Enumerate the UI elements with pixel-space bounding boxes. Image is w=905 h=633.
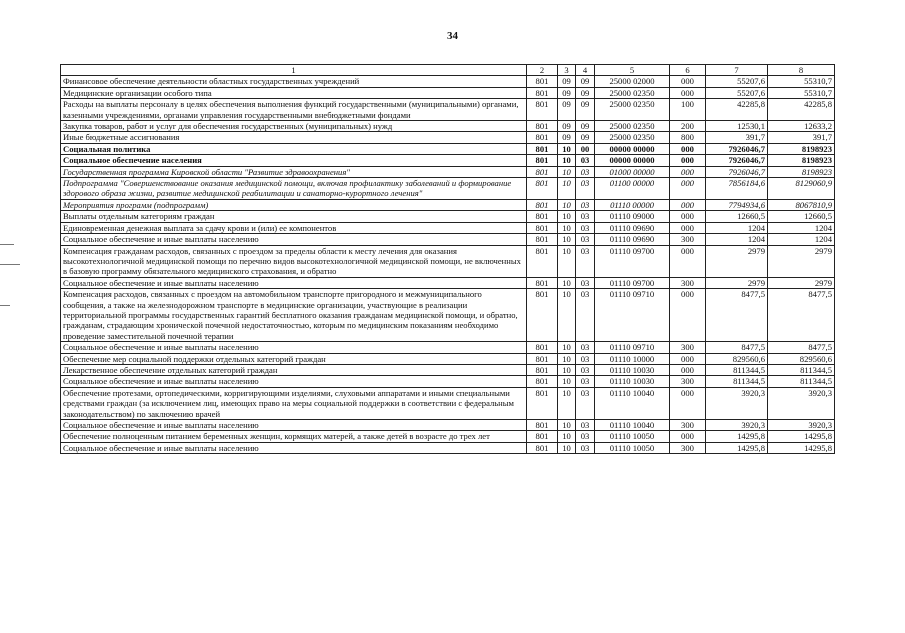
- amount-year-2: 8198923: [768, 155, 835, 166]
- table-row: [61, 342, 835, 353]
- section-code: 10: [558, 211, 576, 222]
- table-row: [61, 289, 835, 342]
- amount-year-2: 829560,6: [768, 353, 835, 364]
- admin-code: 801: [527, 420, 558, 431]
- column-header: 5: [595, 65, 670, 76]
- row-description: Выплаты отдельным категориям граждан: [61, 211, 527, 222]
- section-code: 10: [558, 431, 576, 442]
- target-article-code: 01110 09700: [595, 245, 670, 277]
- admin-code: 801: [527, 442, 558, 453]
- table-body: [61, 76, 835, 454]
- admin-code: 801: [527, 222, 558, 233]
- amount-year-1: 1204: [706, 222, 768, 233]
- admin-code: 801: [527, 211, 558, 222]
- subsection-code: 03: [576, 222, 595, 233]
- admin-code: 801: [527, 245, 558, 277]
- admin-code: 801: [527, 431, 558, 442]
- amount-year-1: 8477,5: [706, 342, 768, 353]
- amount-year-2: 2979: [768, 277, 835, 288]
- table-row: [61, 87, 835, 98]
- amount-year-1: 7856184,6: [706, 178, 768, 200]
- table-row: [61, 376, 835, 387]
- subsection-code: 03: [576, 277, 595, 288]
- expense-type-code: 300: [670, 277, 706, 288]
- row-description: Подпрограмма "Совершенствование оказания медицинской помощи, включая профилактику заболеваний и формирование здорового образа жизни, развитие медицинской реабилитации и санаторно-курортного лечения": [61, 178, 527, 200]
- section-code: 10: [558, 376, 576, 387]
- target-article-code: 25000 02350: [595, 132, 670, 143]
- subsection-code: 03: [576, 387, 595, 419]
- admin-code: 801: [527, 166, 558, 177]
- subsection-code: 09: [576, 132, 595, 143]
- target-article-code: 25000 02000: [595, 76, 670, 87]
- column-header: 8: [768, 65, 835, 76]
- expense-type-code: 000: [670, 364, 706, 375]
- expense-type-code: 300: [670, 234, 706, 245]
- table-row: [61, 155, 835, 166]
- target-article-code: 01110 09690: [595, 234, 670, 245]
- expense-type-code: 300: [670, 442, 706, 453]
- row-description: Государственная программа Кировской области "Развитие здравоохранения": [61, 166, 527, 177]
- subsection-code: 03: [576, 245, 595, 277]
- page-number: 34: [447, 30, 458, 42]
- subsection-code: 09: [576, 99, 595, 121]
- section-code: 10: [558, 277, 576, 288]
- row-description: Финансовое обеспечение деятельности областных государственных учреждений: [61, 76, 527, 87]
- row-description: Социальное обеспечение и иные выплаты населению: [61, 376, 527, 387]
- amount-year-2: 2979: [768, 245, 835, 277]
- amount-year-2: 3920,3: [768, 420, 835, 431]
- row-description: Компенсация расходов, связанных с проездом на автомобильном транспорте пригородного и межмуниципального сообщения, а также на железнодорожном транспорте в медицинские организации, участвующие в реализации территориальной программы государственных гарантий бесплатного оказания гражданам медицинской помощи, и обратно, гражданам, страдающим хронической почечной недостаточностью, которым по медицинским показаниям необходимо проведение заместительной почечной терапии: [61, 289, 527, 342]
- target-article-code: 01110 09700: [595, 277, 670, 288]
- row-description: Расходы на выплаты персоналу в целях обеспечения выполнения функций государственными (муниципальными) органами, казенными учреждениями, органами управления государственными внебюджетными фондами: [61, 99, 527, 121]
- table-row: [61, 121, 835, 132]
- amount-year-1: 2979: [706, 277, 768, 288]
- column-header: 4: [576, 65, 595, 76]
- amount-year-2: 12633,2: [768, 121, 835, 132]
- target-article-code: 00000 00000: [595, 143, 670, 154]
- row-description: Медицинские организации особого типа: [61, 87, 527, 98]
- expense-type-code: 000: [670, 178, 706, 200]
- table-row: [61, 234, 835, 245]
- column-header: 3: [558, 65, 576, 76]
- subsection-code: 03: [576, 342, 595, 353]
- table-row: [61, 222, 835, 233]
- table-row: [61, 442, 835, 453]
- row-description: Обеспечение полноценным питанием беременных женщин, кормящих матерей, а также детей в возрасте до трех лет: [61, 431, 527, 442]
- section-code: 10: [558, 178, 576, 200]
- expense-type-code: 000: [670, 87, 706, 98]
- subsection-code: 09: [576, 87, 595, 98]
- target-article-code: 25000 02350: [595, 99, 670, 121]
- amount-year-1: 14295,8: [706, 442, 768, 453]
- admin-code: 801: [527, 76, 558, 87]
- section-code: 10: [558, 289, 576, 342]
- amount-year-1: 8477,5: [706, 289, 768, 342]
- table-row: [61, 245, 835, 277]
- expense-type-code: 000: [670, 353, 706, 364]
- row-description: Обеспечение протезами, ортопедическими, корригирующими изделиями, слуховыми аппаратами и иными специальными средствами граждан (за исключением лиц, имеющих право на меры социальной поддержки в соответствии с федеральным законодательством) по заключению врачей: [61, 387, 527, 419]
- subsection-code: 03: [576, 234, 595, 245]
- section-code: 10: [558, 364, 576, 375]
- table-row: [61, 166, 835, 177]
- target-article-code: 01110 09710: [595, 289, 670, 342]
- amount-year-1: 7794934,6: [706, 199, 768, 210]
- subsection-code: 03: [576, 289, 595, 342]
- expense-type-code: 000: [670, 166, 706, 177]
- section-code: 10: [558, 199, 576, 210]
- column-header: 7: [706, 65, 768, 76]
- subsection-code: 03: [576, 364, 595, 375]
- target-article-code: 01110 10030: [595, 364, 670, 375]
- admin-code: 801: [527, 199, 558, 210]
- admin-code: 801: [527, 143, 558, 154]
- row-description: Социальное обеспечение населения: [61, 155, 527, 166]
- subsection-code: 03: [576, 376, 595, 387]
- table-row: [61, 387, 835, 419]
- amount-year-2: 42285,8: [768, 99, 835, 121]
- target-article-code: 01110 10040: [595, 420, 670, 431]
- margin-mark: [0, 305, 10, 306]
- subsection-code: 03: [576, 211, 595, 222]
- expense-type-code: 000: [670, 155, 706, 166]
- subsection-code: 09: [576, 121, 595, 132]
- admin-code: 801: [527, 234, 558, 245]
- amount-year-2: 8067810,9: [768, 199, 835, 210]
- amount-year-2: 14295,8: [768, 442, 835, 453]
- amount-year-1: 3920,3: [706, 420, 768, 431]
- amount-year-2: 8477,5: [768, 289, 835, 342]
- column-header: 2: [527, 65, 558, 76]
- amount-year-2: 55310,7: [768, 87, 835, 98]
- section-code: 10: [558, 342, 576, 353]
- table-row: [61, 277, 835, 288]
- row-description: Социальное обеспечение и иные выплаты населению: [61, 277, 527, 288]
- expense-type-code: 000: [670, 211, 706, 222]
- amount-year-2: 391,7: [768, 132, 835, 143]
- expense-type-code: 000: [670, 431, 706, 442]
- target-article-code: 01110 10050: [595, 442, 670, 453]
- subsection-code: 03: [576, 155, 595, 166]
- target-article-code: 01100 00000: [595, 178, 670, 200]
- row-description: Компенсация гражданам расходов, связанных с проездом за пределы области к месту лечения для оказания высокотехнологичной медицинской помощи по перечню видов высокотехнологичной медицинской помощи, не включенных в базовую программу обязательного медицинского страхования, и обратно: [61, 245, 527, 277]
- table-row: [61, 132, 835, 143]
- expense-type-code: 300: [670, 342, 706, 353]
- subsection-code: 03: [576, 178, 595, 200]
- target-article-code: 25000 02350: [595, 121, 670, 132]
- section-code: 10: [558, 353, 576, 364]
- expense-type-code: 000: [670, 199, 706, 210]
- row-description: Мероприятия программ (подпрограмм): [61, 199, 527, 210]
- target-article-code: 01110 10040: [595, 387, 670, 419]
- target-article-code: 01110 09000: [595, 211, 670, 222]
- row-description: Иные бюджетные ассигнования: [61, 132, 527, 143]
- admin-code: 801: [527, 353, 558, 364]
- expense-type-code: 000: [670, 143, 706, 154]
- target-article-code: 01110 09710: [595, 342, 670, 353]
- subsection-code: 03: [576, 420, 595, 431]
- amount-year-2: 1204: [768, 234, 835, 245]
- amount-year-1: 1204: [706, 234, 768, 245]
- amount-year-2: 12660,5: [768, 211, 835, 222]
- target-article-code: 01110 09690: [595, 222, 670, 233]
- admin-code: 801: [527, 364, 558, 375]
- amount-year-1: 7926046,7: [706, 166, 768, 177]
- amount-year-2: 1204: [768, 222, 835, 233]
- amount-year-1: 55207,6: [706, 87, 768, 98]
- amount-year-1: 391,7: [706, 132, 768, 143]
- expense-type-code: 000: [670, 76, 706, 87]
- row-description: Единовременная денежная выплата за сдачу крови и (или) ее компонентов: [61, 222, 527, 233]
- admin-code: 801: [527, 178, 558, 200]
- amount-year-2: 3920,3: [768, 387, 835, 419]
- amount-year-2: 14295,8: [768, 431, 835, 442]
- row-description: Социальное обеспечение и иные выплаты населению: [61, 342, 527, 353]
- header-row: [61, 65, 835, 76]
- row-description: Закупка товаров, работ и услуг для обеспечения государственных (муниципальных) нужд: [61, 121, 527, 132]
- amount-year-1: 7926046,7: [706, 155, 768, 166]
- section-code: 10: [558, 155, 576, 166]
- amount-year-2: 8477,5: [768, 342, 835, 353]
- admin-code: 801: [527, 342, 558, 353]
- table-row: [61, 76, 835, 87]
- column-header: 6: [670, 65, 706, 76]
- section-code: 09: [558, 76, 576, 87]
- section-code: 09: [558, 121, 576, 132]
- amount-year-1: 2979: [706, 245, 768, 277]
- admin-code: 801: [527, 132, 558, 143]
- amount-year-2: 55310,7: [768, 76, 835, 87]
- row-description: Социальное обеспечение и иные выплаты населению: [61, 420, 527, 431]
- target-article-code: 01110 00000: [595, 199, 670, 210]
- admin-code: 801: [527, 99, 558, 121]
- amount-year-1: 3920,3: [706, 387, 768, 419]
- amount-year-1: 829560,6: [706, 353, 768, 364]
- row-description: Социальное обеспечение и иные выплаты населению: [61, 234, 527, 245]
- subsection-code: 03: [576, 166, 595, 177]
- section-code: 09: [558, 99, 576, 121]
- expense-type-code: 800: [670, 132, 706, 143]
- admin-code: 801: [527, 155, 558, 166]
- amount-year-1: 12660,5: [706, 211, 768, 222]
- target-article-code: 00000 00000: [595, 155, 670, 166]
- column-header: 1: [61, 65, 527, 76]
- table-row: [61, 199, 835, 210]
- row-description: Обеспечение мер социальной поддержки отдельных категорий граждан: [61, 353, 527, 364]
- expense-type-code: 100: [670, 99, 706, 121]
- section-code: 10: [558, 143, 576, 154]
- amount-year-2: 811344,5: [768, 364, 835, 375]
- target-article-code: 01110 10030: [595, 376, 670, 387]
- subsection-code: 03: [576, 353, 595, 364]
- section-code: 10: [558, 245, 576, 277]
- amount-year-1: 811344,5: [706, 376, 768, 387]
- expense-type-code: 300: [670, 420, 706, 431]
- table-row: [61, 211, 835, 222]
- table-row: [61, 353, 835, 364]
- expense-type-code: 000: [670, 245, 706, 277]
- target-article-code: 01000 00000: [595, 166, 670, 177]
- amount-year-2: 8129060,9: [768, 178, 835, 200]
- section-code: 09: [558, 87, 576, 98]
- target-article-code: 25000 02350: [595, 87, 670, 98]
- row-description: Социальное обеспечение и иные выплаты населению: [61, 442, 527, 453]
- admin-code: 801: [527, 387, 558, 419]
- table-row: [61, 420, 835, 431]
- admin-code: 801: [527, 289, 558, 342]
- row-description: Лекарственное обеспечение отдельных категорий граждан: [61, 364, 527, 375]
- admin-code: 801: [527, 121, 558, 132]
- section-code: 10: [558, 420, 576, 431]
- table-row: [61, 364, 835, 375]
- target-article-code: 01110 10050: [595, 431, 670, 442]
- table-row: [61, 99, 835, 121]
- expense-type-code: 000: [670, 387, 706, 419]
- table-row: [61, 178, 835, 200]
- expense-type-code: 200: [670, 121, 706, 132]
- admin-code: 801: [527, 376, 558, 387]
- expense-type-code: 000: [670, 289, 706, 342]
- amount-year-1: 811344,5: [706, 364, 768, 375]
- subsection-code: 03: [576, 442, 595, 453]
- amount-year-2: 8198923: [768, 143, 835, 154]
- amount-year-1: 7926046,7: [706, 143, 768, 154]
- admin-code: 801: [527, 87, 558, 98]
- budget-table: [60, 64, 835, 454]
- amount-year-1: 14295,8: [706, 431, 768, 442]
- section-code: 10: [558, 387, 576, 419]
- amount-year-1: 42285,8: [706, 99, 768, 121]
- expense-type-code: 000: [670, 222, 706, 233]
- amount-year-2: 811344,5: [768, 376, 835, 387]
- section-code: 10: [558, 222, 576, 233]
- amount-year-1: 55207,6: [706, 76, 768, 87]
- subsection-code: 00: [576, 143, 595, 154]
- amount-year-1: 12530,1: [706, 121, 768, 132]
- subsection-code: 09: [576, 76, 595, 87]
- section-code: 10: [558, 234, 576, 245]
- admin-code: 801: [527, 277, 558, 288]
- row-description: Социальная политика: [61, 143, 527, 154]
- margin-mark: [0, 244, 14, 245]
- amount-year-2: 8198923: [768, 166, 835, 177]
- table-row: [61, 143, 835, 154]
- expense-type-code: 300: [670, 376, 706, 387]
- section-code: 10: [558, 442, 576, 453]
- table-row: [61, 431, 835, 442]
- subsection-code: 03: [576, 431, 595, 442]
- section-code: 09: [558, 132, 576, 143]
- target-article-code: 01110 10000: [595, 353, 670, 364]
- section-code: 10: [558, 166, 576, 177]
- subsection-code: 03: [576, 199, 595, 210]
- margin-mark: [0, 264, 20, 265]
